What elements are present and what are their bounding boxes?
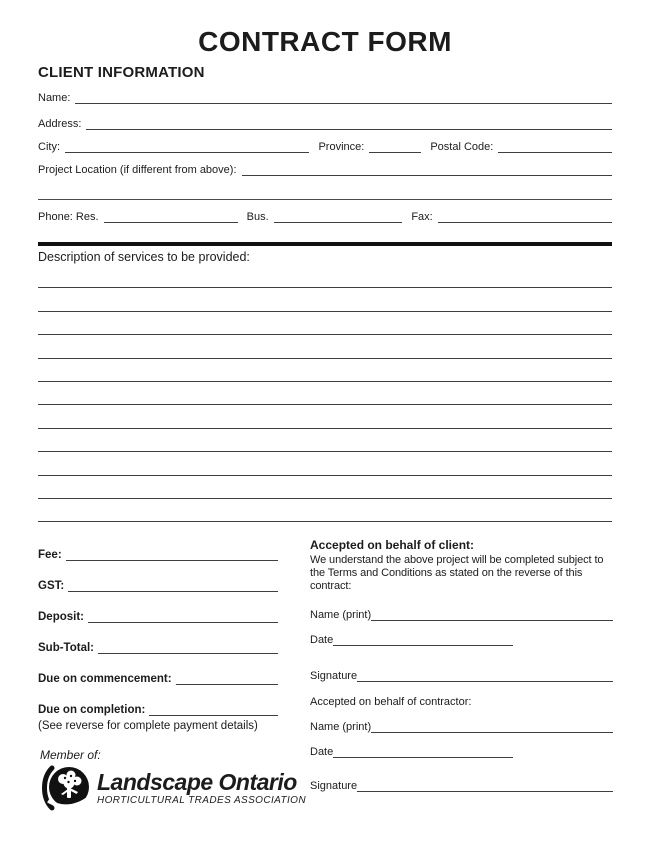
client-name-print-row [310,607,613,621]
subtotal-field-line[interactable] [98,641,278,654]
due-completion-field-line[interactable] [149,703,278,716]
phone-res-field-line[interactable] [104,210,238,223]
client-signature-row [310,668,613,682]
contractor-date-row [310,744,613,758]
tree-logo-icon [40,763,90,813]
project-location-row [38,162,612,176]
payment-column [38,540,278,733]
gst-field-line[interactable] [68,579,278,592]
description-line[interactable] [38,405,612,428]
fax-field-line[interactable] [438,210,612,223]
bus-label: Bus. [246,211,269,223]
gst-label: GST: [38,580,65,592]
description-line[interactable] [38,335,612,358]
province-field-line[interactable] [369,140,421,153]
see-reverse-note: (See reverse for complete payment details) [38,720,258,732]
client-terms-text: We understand the above project will be completed subject to the Terms and Conditions as stated on the reverse of this contract: [310,554,604,592]
contractor-name-print-field-line[interactable] [371,720,613,733]
due-commencement-row [38,671,278,685]
deposit-field-line[interactable] [88,610,278,623]
description-lines [38,265,612,522]
address-field-line[interactable] [86,117,612,130]
due-completion-row [38,702,278,716]
postal-code-field-line[interactable] [498,140,612,153]
deposit-label: Deposit: [38,611,84,623]
address-label: Address: [38,118,82,130]
acceptance-column [310,538,613,792]
contractor-date-field-line[interactable] [333,745,513,758]
description-line[interactable] [38,359,612,382]
client-signature-label: Signature [310,670,358,682]
page-title: CONTRACT FORM [198,26,452,57]
description-line[interactable] [38,288,612,311]
due-completion-label: Due on completion: [38,704,146,716]
client-date-row [310,632,613,646]
city-label: City: [38,141,60,153]
extra-blank-line[interactable] [38,199,612,200]
client-information-heading: CLIENT INFORMATION [38,64,205,81]
client-date-field-line[interactable] [333,633,513,646]
accepted-client-heading: Accepted on behalf of client: [310,538,475,552]
landscape-ontario-logo [40,763,306,813]
description-line[interactable] [38,499,612,522]
section-divider-bar [38,242,612,246]
address-row [38,116,612,130]
province-label: Province: [318,141,365,153]
description-line[interactable] [38,476,612,499]
contractor-signature-label: Signature [310,780,358,792]
description-line[interactable] [38,429,612,452]
client-date-label: Date [310,634,334,646]
client-signature-field-line[interactable] [357,669,613,682]
contractor-name-print-label: Name (print) [310,721,372,733]
description-line[interactable] [38,265,612,288]
client-name-print-field-line[interactable] [371,608,613,621]
contractor-date-label: Date [310,746,334,758]
name-row [38,90,612,104]
deposit-row [38,609,278,623]
subtotal-label: Sub-Total: [38,642,94,654]
name-field-line[interactable] [75,91,612,104]
name-label: Name: [38,92,71,104]
description-heading: Description of services to be provided: [38,250,250,264]
description-line[interactable] [38,452,612,475]
fee-label: Fee: [38,549,62,561]
accepted-contractor-heading: Accepted on behalf of contractor: [310,696,472,708]
description-line[interactable] [38,312,612,335]
org-name: Landscape Ontario [97,768,297,795]
fee-row [38,547,278,561]
contractor-signature-field-line[interactable] [357,779,613,792]
subtotal-row [38,640,278,654]
project-location-field-line[interactable] [242,163,612,176]
contractor-name-print-row [310,719,613,733]
org-subtitle: HORTICULTURAL TRADES ASSOCIATION [97,794,306,806]
due-commencement-label: Due on commencement: [38,673,172,685]
contractor-signature-row [310,778,613,792]
city-row [38,139,612,153]
fax-label: Fax: [411,211,433,223]
description-line[interactable] [38,382,612,405]
due-commencement-field-line[interactable] [176,672,278,685]
project-location-label: Project Location (if different from above): [38,164,237,176]
client-name-print-label: Name (print) [310,609,372,621]
phone-row [38,209,612,223]
phone-res-label: Phone: Res. [38,211,99,223]
fee-field-line[interactable] [66,548,278,561]
city-field-line[interactable] [65,140,309,153]
member-of-label: Member of: [40,748,101,762]
postal-code-label: Postal Code: [430,141,494,153]
bus-field-line[interactable] [274,210,403,223]
gst-row [38,578,278,592]
